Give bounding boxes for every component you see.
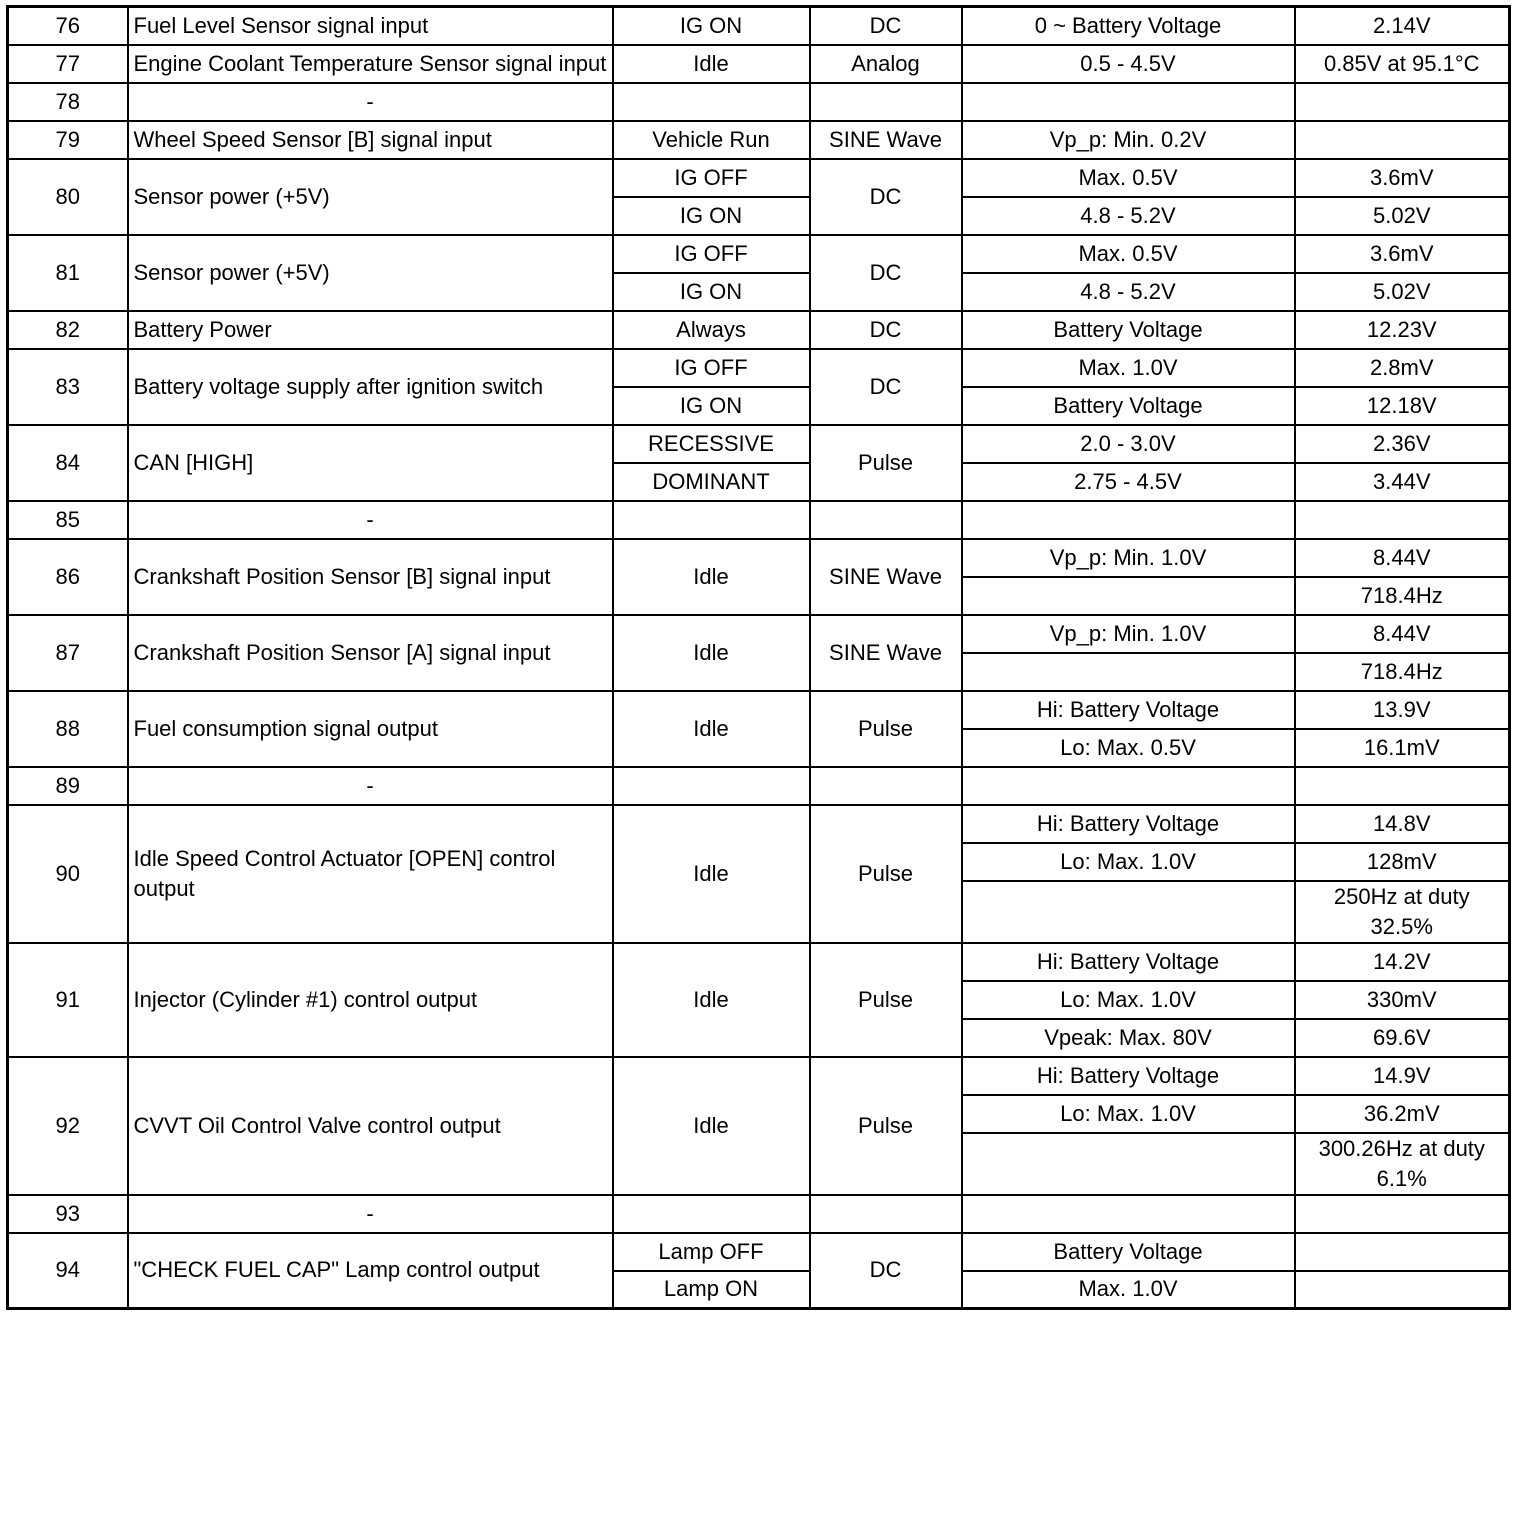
condition-cell xyxy=(613,1195,810,1233)
pin-number-cell: 84 xyxy=(8,425,128,501)
type-cell: DC xyxy=(810,349,962,425)
description-cell: Injector (Cylinder #1) control output xyxy=(128,943,613,1057)
table-row xyxy=(8,235,1510,273)
measured-cell: 718.4Hz xyxy=(1295,653,1510,691)
type-cell: Pulse xyxy=(810,691,962,767)
table-row xyxy=(8,615,1510,653)
pin-number-cell: 93 xyxy=(8,1195,128,1233)
spec-cell: Battery Voltage xyxy=(962,311,1295,349)
measured-cell: 12.23V xyxy=(1295,311,1510,349)
pin-number-cell: 80 xyxy=(8,159,128,235)
table-row xyxy=(8,349,1510,387)
table-row xyxy=(8,311,1510,349)
spec-cell: Hi: Battery Voltage xyxy=(962,691,1295,729)
measured-cell: 14.2V xyxy=(1295,943,1510,981)
table-row xyxy=(8,425,1510,463)
measured-cell: 2.8mV xyxy=(1295,349,1510,387)
description-cell: - xyxy=(128,767,613,805)
pin-number-cell: 78 xyxy=(8,83,128,121)
measured-cell: 128mV xyxy=(1295,843,1510,881)
condition-cell: Always xyxy=(613,311,810,349)
pin-spec-table xyxy=(6,5,1511,1310)
table-row xyxy=(8,1057,1510,1095)
table-row xyxy=(8,83,1510,121)
condition-cell: Idle xyxy=(613,539,810,615)
spec-cell xyxy=(962,1195,1295,1233)
description-cell: - xyxy=(128,83,613,121)
spec-cell: Max. 1.0V xyxy=(962,349,1295,387)
type-cell: DC xyxy=(810,235,962,311)
description-cell: Sensor power (+5V) xyxy=(128,235,613,311)
condition-cell: Idle xyxy=(613,691,810,767)
spec-cell: Hi: Battery Voltage xyxy=(962,1057,1295,1095)
pin-number-cell: 92 xyxy=(8,1057,128,1195)
measured-cell: 330mV xyxy=(1295,981,1510,1019)
measured-cell: 2.36V xyxy=(1295,425,1510,463)
pin-number-cell: 85 xyxy=(8,501,128,539)
spec-cell: 4.8 - 5.2V xyxy=(962,273,1295,311)
condition-cell xyxy=(613,83,810,121)
pin-number-cell: 79 xyxy=(8,121,128,159)
spec-cell: Lo: Max. 1.0V xyxy=(962,843,1295,881)
spec-cell: Lo: Max. 1.0V xyxy=(962,981,1295,1019)
measured-cell xyxy=(1295,83,1510,121)
pin-number-cell: 86 xyxy=(8,539,128,615)
table-row xyxy=(8,501,1510,539)
table-row xyxy=(8,943,1510,981)
type-cell: DC xyxy=(810,159,962,235)
spec-cell: Vp_p: Min. 0.2V xyxy=(962,121,1295,159)
description-cell: Battery voltage supply after ignition switch xyxy=(128,349,613,425)
type-cell: DC xyxy=(810,7,962,45)
type-cell: Pulse xyxy=(810,805,962,943)
measured-cell: 8.44V xyxy=(1295,539,1510,577)
measured-cell: 718.4Hz xyxy=(1295,577,1510,615)
table-row xyxy=(8,691,1510,729)
pin-number-cell: 88 xyxy=(8,691,128,767)
measured-cell: 13.9V xyxy=(1295,691,1510,729)
condition-cell: Idle xyxy=(613,615,810,691)
description-cell: Wheel Speed Sensor [B] signal input xyxy=(128,121,613,159)
table-row xyxy=(8,1195,1510,1233)
condition-cell: RECESSIVE xyxy=(613,425,810,463)
description-cell: CAN [HIGH] xyxy=(128,425,613,501)
measured-cell: 12.18V xyxy=(1295,387,1510,425)
measured-cell xyxy=(1295,501,1510,539)
condition-cell xyxy=(613,767,810,805)
pin-table-body xyxy=(8,7,1510,1309)
measured-cell: 14.8V xyxy=(1295,805,1510,843)
measured-cell: 3.6mV xyxy=(1295,159,1510,197)
measured-cell xyxy=(1295,767,1510,805)
spec-cell: 0 ~ Battery Voltage xyxy=(962,7,1295,45)
condition-cell: IG ON xyxy=(613,7,810,45)
measured-cell xyxy=(1295,1271,1510,1309)
pin-number-cell: 82 xyxy=(8,311,128,349)
type-cell: SINE Wave xyxy=(810,615,962,691)
spec-cell: Hi: Battery Voltage xyxy=(962,805,1295,843)
spec-cell: Max. 0.5V xyxy=(962,235,1295,273)
description-cell: CVVT Oil Control Valve control output xyxy=(128,1057,613,1195)
spec-cell: Max. 1.0V xyxy=(962,1271,1295,1309)
condition-cell: IG ON xyxy=(613,197,810,235)
condition-cell: Lamp OFF xyxy=(613,1233,810,1271)
spec-cell xyxy=(962,83,1295,121)
pin-number-cell: 90 xyxy=(8,805,128,943)
condition-cell: Idle xyxy=(613,805,810,943)
measured-cell: 3.6mV xyxy=(1295,235,1510,273)
spec-cell xyxy=(962,501,1295,539)
spec-cell: Vp_p: Min. 1.0V xyxy=(962,615,1295,653)
measured-cell: 250Hz at duty 32.5% xyxy=(1295,881,1510,943)
spec-cell: Battery Voltage xyxy=(962,1233,1295,1271)
type-cell: Pulse xyxy=(810,943,962,1057)
measured-cell: 8.44V xyxy=(1295,615,1510,653)
description-cell: Crankshaft Position Sensor [B] signal input xyxy=(128,539,613,615)
measured-cell xyxy=(1295,1233,1510,1271)
description-cell: "CHECK FUEL CAP" Lamp control output xyxy=(128,1233,613,1309)
measured-cell: 300.26Hz at duty 6.1% xyxy=(1295,1133,1510,1195)
condition-cell: IG ON xyxy=(613,273,810,311)
type-cell: Analog xyxy=(810,45,962,83)
spec-cell: Max. 0.5V xyxy=(962,159,1295,197)
type-cell: SINE Wave xyxy=(810,121,962,159)
table-row xyxy=(8,7,1510,45)
measured-cell xyxy=(1295,1195,1510,1233)
spec-cell: 4.8 - 5.2V xyxy=(962,197,1295,235)
spec-cell: Hi: Battery Voltage xyxy=(962,943,1295,981)
table-row xyxy=(8,159,1510,197)
table-row xyxy=(8,805,1510,843)
description-cell: - xyxy=(128,1195,613,1233)
pin-number-cell: 83 xyxy=(8,349,128,425)
measured-cell xyxy=(1295,121,1510,159)
measured-cell: 3.44V xyxy=(1295,463,1510,501)
measured-cell: 2.14V xyxy=(1295,7,1510,45)
description-cell: Fuel Level Sensor signal input xyxy=(128,7,613,45)
description-cell: - xyxy=(128,501,613,539)
pin-number-cell: 91 xyxy=(8,943,128,1057)
pin-number-cell: 94 xyxy=(8,1233,128,1309)
pin-number-cell: 87 xyxy=(8,615,128,691)
measured-cell: 16.1mV xyxy=(1295,729,1510,767)
spec-cell: 0.5 - 4.5V xyxy=(962,45,1295,83)
pin-number-cell: 81 xyxy=(8,235,128,311)
description-cell: Sensor power (+5V) xyxy=(128,159,613,235)
table-row xyxy=(8,539,1510,577)
spec-cell xyxy=(962,767,1295,805)
pin-number-cell: 77 xyxy=(8,45,128,83)
type-cell xyxy=(810,767,962,805)
spec-cell: 2.75 - 4.5V xyxy=(962,463,1295,501)
measured-cell: 14.9V xyxy=(1295,1057,1510,1095)
description-cell: Battery Power xyxy=(128,311,613,349)
table-row xyxy=(8,1233,1510,1271)
spec-cell: Lo: Max. 1.0V xyxy=(962,1095,1295,1133)
spec-cell: Vp_p: Min. 1.0V xyxy=(962,539,1295,577)
condition-cell: IG OFF xyxy=(613,159,810,197)
condition-cell: Idle xyxy=(613,1057,810,1195)
table-row xyxy=(8,767,1510,805)
spec-cell xyxy=(962,1133,1295,1195)
table-row xyxy=(8,45,1510,83)
type-cell xyxy=(810,1195,962,1233)
type-cell xyxy=(810,83,962,121)
description-cell: Engine Coolant Temperature Sensor signal input xyxy=(128,45,613,83)
pin-number-cell: 76 xyxy=(8,7,128,45)
measured-cell: 0.85V at 95.1°C xyxy=(1295,45,1510,83)
description-cell: Idle Speed Control Actuator [OPEN] control output xyxy=(128,805,613,943)
condition-cell: DOMINANT xyxy=(613,463,810,501)
spec-cell xyxy=(962,577,1295,615)
type-cell: Pulse xyxy=(810,1057,962,1195)
measured-cell: 69.6V xyxy=(1295,1019,1510,1057)
spec-cell: Vpeak: Max. 80V xyxy=(962,1019,1295,1057)
condition-cell: Idle xyxy=(613,943,810,1057)
measured-cell: 5.02V xyxy=(1295,273,1510,311)
condition-cell: Idle xyxy=(613,45,810,83)
spec-cell: Battery Voltage xyxy=(962,387,1295,425)
description-cell: Crankshaft Position Sensor [A] signal input xyxy=(128,615,613,691)
condition-cell: IG OFF xyxy=(613,235,810,273)
spec-cell: 2.0 - 3.0V xyxy=(962,425,1295,463)
spec-cell xyxy=(962,653,1295,691)
condition-cell: IG OFF xyxy=(613,349,810,387)
type-cell: DC xyxy=(810,311,962,349)
type-cell xyxy=(810,501,962,539)
condition-cell: Lamp ON xyxy=(613,1271,810,1309)
description-cell: Fuel consumption signal output xyxy=(128,691,613,767)
type-cell: DC xyxy=(810,1233,962,1309)
pin-number-cell: 89 xyxy=(8,767,128,805)
spec-cell: Lo: Max. 0.5V xyxy=(962,729,1295,767)
condition-cell: IG ON xyxy=(613,387,810,425)
condition-cell: Vehicle Run xyxy=(613,121,810,159)
type-cell: SINE Wave xyxy=(810,539,962,615)
table-row xyxy=(8,121,1510,159)
spec-cell xyxy=(962,881,1295,943)
measured-cell: 5.02V xyxy=(1295,197,1510,235)
condition-cell xyxy=(613,501,810,539)
type-cell: Pulse xyxy=(810,425,962,501)
measured-cell: 36.2mV xyxy=(1295,1095,1510,1133)
